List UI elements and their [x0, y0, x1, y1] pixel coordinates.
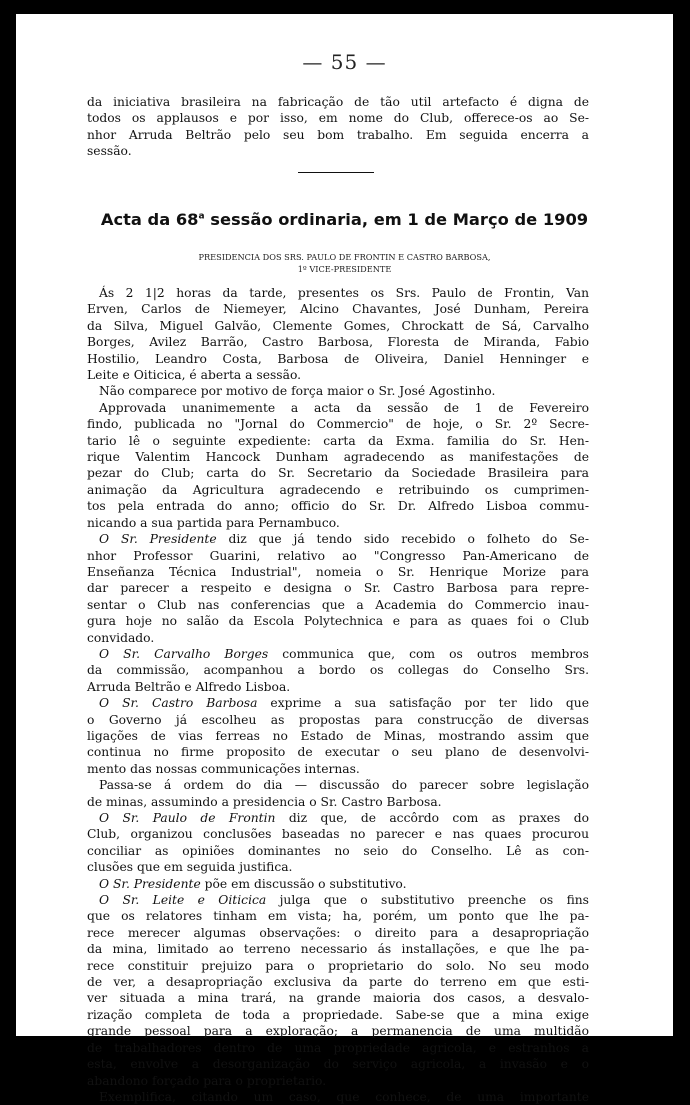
line-text: clusões que em seguida justifica.: [87, 860, 293, 875]
text-line: [87, 531, 589, 547]
text-line: [87, 761, 589, 777]
line-text: dar parecer a respeito e designa o Sr. Castro Barbosa para repre-: [87, 581, 589, 596]
text-line: [87, 892, 589, 908]
line-text: de trabalhadores dentro de uma propriedade agricola, e estranhos a: [87, 1040, 589, 1055]
section-divider: [298, 172, 374, 173]
line-text: Arruda Beltrão e Alfredo Lisboa.: [87, 679, 291, 694]
text-line: [87, 1040, 589, 1056]
intro-line: nhor Arruda Beltrão pelo seu bom trabalho. Em seguida encerra a: [87, 127, 589, 142]
line-text: esta, envolve a desorganização do serviço agricola, a invasão e o: [87, 1057, 589, 1072]
line-text: exprime a sua satisfação por ter lido que: [257, 696, 589, 711]
line-text: grande pessoal para a exploração; a permanencia de uma multidão: [87, 1024, 589, 1039]
text-line: [87, 777, 589, 793]
intro-line: todos os applausos e por isso, em nome do Club, offerece-os ao Se-: [87, 111, 589, 126]
text-line: [87, 859, 589, 875]
text-line: [87, 1089, 589, 1105]
intro-line: sessão.: [87, 144, 132, 159]
line-text: convidado.: [87, 630, 155, 645]
line-text: conciliar as opiniões dominantes no seio do Conselho. Lê as con-: [87, 843, 589, 858]
text-line: [87, 1007, 589, 1023]
line-text: sentar o Club nas conferencias que a Academia do Commercio inau-: [87, 597, 589, 612]
line-text: findo, publicada no "Jornal do Commercio" de hoje, o Sr. 2º Secre-: [87, 417, 589, 432]
title-after: sessão ordinaria, em 1 de Março de 1909: [204, 210, 589, 229]
text-line: [87, 465, 589, 481]
line-text: tario lê o seguinte expediente: carta da Exma. familia do Sr. Hen-: [87, 433, 589, 448]
text-line: [87, 334, 589, 350]
text-line: [87, 416, 589, 432]
text-line: [87, 433, 589, 449]
line-text: o Governo já escolheu as propostas para construcção de diversas: [87, 712, 589, 727]
text-line: [87, 318, 589, 334]
text-line: [87, 383, 589, 399]
text-line: [87, 810, 589, 826]
intro-paragraph: [87, 94, 589, 160]
text-line: [87, 876, 589, 892]
speaker-name: O Sr. Leite e Oiticica: [99, 893, 267, 908]
text-line: [87, 712, 589, 728]
line-text: ver situada a mina trará, na grande maioria dos casos, a desvalo-: [87, 991, 589, 1006]
line-text: Exemplifica, citando um caso, que conhece, de uma importante: [99, 1089, 589, 1104]
text-line: [87, 958, 589, 974]
line-text: de ver, a desapropriação exclusiva da parte do terreno em que esti-: [87, 975, 589, 990]
text-line: [87, 843, 589, 859]
line-text: Passa-se á ordem do dia — discussão do parecer sobre legislação: [99, 778, 589, 793]
document-page: [16, 14, 673, 1104]
text-line: [87, 826, 589, 842]
text-line: [87, 744, 589, 760]
line-text: que os relatores tinham em vista; ha, porém, um ponto que lhe pa-: [87, 909, 589, 924]
line-text: continua no firme proposito de executar o seu plano de desenvolvi-: [87, 745, 589, 760]
text-line: [87, 794, 589, 810]
line-text: rização completa de toda a propriedade. Sabe-se que a mina exige: [87, 1007, 589, 1022]
line-text: communica que, com os outros membros: [268, 646, 589, 661]
text-line: [87, 301, 589, 317]
line-text: Erven, Carlos de Niemeyer, Alcino Chavantes, José Dunham, Pereira: [87, 302, 589, 317]
text-line: [87, 285, 589, 301]
text-line: [87, 1023, 589, 1039]
line-text: Leite e Oiticica, é aberta a sessão.: [87, 368, 302, 383]
text-line: [87, 695, 589, 711]
text-line: [87, 564, 589, 580]
text-line: [87, 630, 589, 646]
presidency-line: PRESIDENCIA DOS SRS. PAULO DE FRONTIN E CASTRO BARBOSA,: [198, 252, 491, 262]
line-text: abandono forçado para o proprietario.: [87, 1073, 327, 1088]
speaker-name: O Sr. Paulo de Frontin: [99, 811, 276, 825]
intro-line: da iniciativa brasileira na fabricação de tão util artefacto é digna de: [87, 95, 589, 109]
text-line: [87, 990, 589, 1006]
text-line: [87, 515, 589, 531]
text-line: [87, 548, 589, 564]
line-text: gura hoje no salão da Escola Polytechnica e para as quaes foi o Club: [87, 614, 589, 629]
line-text: Club, organizou conclusões baseadas no parecer e nas quaes procurou: [87, 827, 589, 842]
line-text: julga que o substitutivo preenche os fins: [266, 893, 589, 908]
text-line: [87, 662, 589, 678]
line-text: Approvada unanimemente a acta da sessão de 1 de Fevereiro: [99, 400, 589, 415]
line-text: nhor Professor Guarini, relativo ao "Congresso Pan-Americano de: [87, 548, 589, 563]
text-line: [87, 449, 589, 465]
line-text: nicando a sua partida para Pernambuco.: [87, 515, 340, 530]
line-text: diz que já tendo sido recebido o folheto do Se-: [216, 532, 589, 547]
line-text: tos pela entrada do anno; officio do Sr. Dr. Alfredo Lisboa commu-: [87, 499, 589, 514]
text-line: [87, 482, 589, 498]
text-line: [87, 728, 589, 744]
speaker-name: O Sr. Carvalho Borges: [99, 646, 269, 661]
text-line: [87, 613, 589, 629]
line-text: pezar do Club; carta do Sr. Secretario da Sociedade Brasileira para: [87, 466, 589, 481]
vice-president-line: 1º VICE-PRESIDENTE: [297, 264, 392, 274]
line-text: Borges, Avilez Barrão, Castro Barbosa, Floresta de Miranda, Fabio: [87, 335, 589, 350]
text-line: [87, 351, 589, 367]
line-text: Não comparece por motivo de força maior o Sr. José Agostinho.: [99, 384, 496, 399]
line-text: diz que, de accôrdo com as praxes do: [275, 811, 589, 825]
line-text: animação da Agricultura agradecendo e retribuindo os cumprimen-: [87, 482, 589, 497]
line-text: põe em discussão o substitutivo.: [200, 876, 407, 891]
line-text: rique Valentim Hancock Dunham agradecendo as manifestações de: [87, 450, 589, 465]
title-before: Acta da 68: [100, 210, 199, 229]
speaker-name: O Sr. Presidente: [99, 532, 217, 547]
text-line: [87, 580, 589, 596]
text-line: [87, 646, 589, 662]
line-text: de minas, assumindo a presidencia o Sr. Castro Barbosa.: [87, 794, 442, 809]
text-line: [87, 941, 589, 957]
page-number: — 55 —: [302, 50, 387, 74]
minutes-title: [16, 210, 673, 229]
text-line: [87, 498, 589, 514]
line-text: da mina, limitado ao terreno necessario ás installações, e que lhe pa-: [87, 942, 589, 957]
line-text: Hostilio, Leandro Costa, Barbosa de Oliveira, Daniel Henninger e: [87, 351, 589, 366]
line-text: da commissão, acompanhou a bordo os collegas do Conselho Srs.: [87, 663, 589, 678]
speaker-name: O Sr. Presidente: [99, 876, 201, 891]
text-line: [87, 1073, 589, 1089]
minutes-body: [87, 285, 589, 1105]
text-line: [87, 400, 589, 416]
text-line: [87, 679, 589, 695]
text-line: [87, 597, 589, 613]
line-text: rece constituir prejuizo para o proprietario do solo. No seu modo: [87, 958, 589, 973]
line-text: Enseñanza Técnica Industrial", nomeia o Sr. Henrique Morize para: [87, 564, 589, 579]
text-line: [87, 1056, 589, 1072]
text-line: [87, 908, 589, 924]
line-text: da Silva, Miguel Galvão, Clemente Gomes, Chrockatt de Sá, Carvalho: [87, 318, 589, 333]
line-text: rece merecer algumas observações: o direito para a desapropriação: [87, 925, 589, 940]
text-line: [87, 974, 589, 990]
title-superscript: a: [198, 211, 205, 222]
text-line: [87, 367, 589, 383]
line-text: ligações de vias ferreas no Estado de Minas, mostrando assim que: [87, 728, 589, 743]
speaker-name: O Sr. Castro Barbosa: [99, 696, 258, 711]
text-line: [87, 925, 589, 941]
line-text: Ás 2 1|2 horas da tarde, presentes os Srs. Paulo de Frontin, Van: [99, 286, 589, 300]
line-text: mento das nossas communicações internas.: [87, 761, 360, 776]
